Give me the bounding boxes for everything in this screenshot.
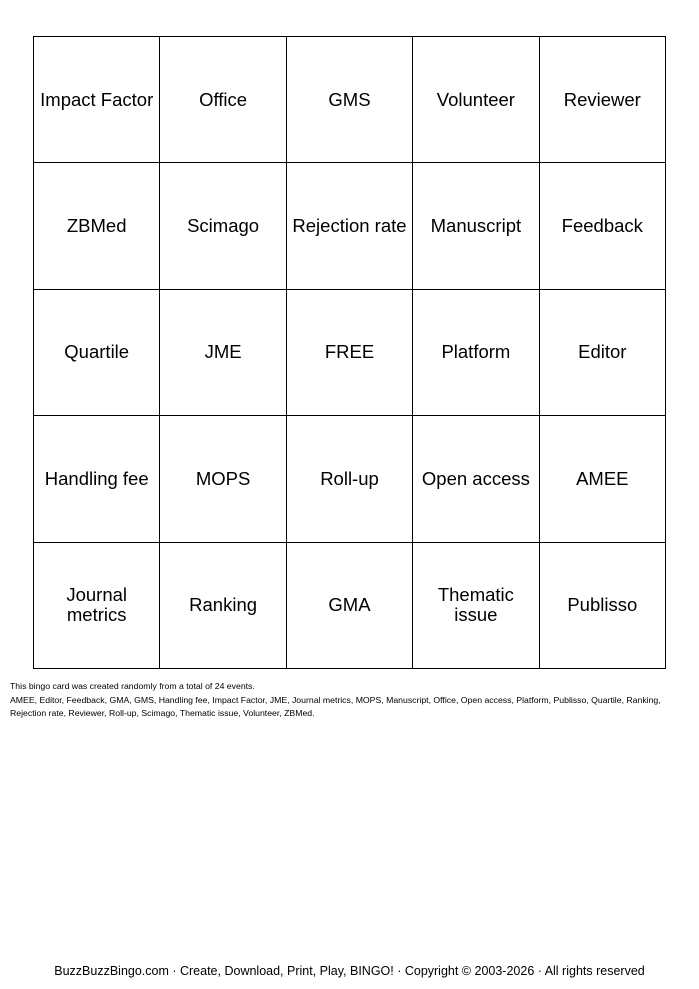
bingo-cell-r4c4: [413, 416, 539, 542]
bingo-cell-r5c4: [413, 543, 539, 669]
bingo-cell-r2c4: [413, 163, 539, 289]
bingo-cell-label: Reviewer: [563, 88, 641, 110]
bingo-cell-label: Rejection rate: [292, 215, 407, 237]
bingo-cell-r5c3: [287, 543, 413, 669]
bingo-cell-r1c4: [413, 37, 539, 163]
bingo-cell-r4c2: [160, 416, 286, 542]
bingo-cell-r3c1: [34, 290, 160, 416]
bingo-cell-r1c5: [540, 37, 666, 163]
bingo-cell-label: JME: [204, 341, 242, 363]
page-footer: BuzzBuzzBingo.com · Create, Download, Print, Play, BINGO! · Copyright © 2003-2026 · All rights reserved: [54, 964, 645, 978]
bingo-cell-r5c1: [34, 543, 160, 669]
bingo-cell-label: MOPS: [195, 467, 251, 489]
bingo-cell-label: GMA: [328, 594, 371, 616]
bingo-cell-label: Roll-up: [320, 467, 379, 489]
bingo-cell-r1c2: [160, 37, 286, 163]
bingo-cell-r4c5: [540, 416, 666, 542]
bingo-cell-r2c5: [540, 163, 666, 289]
bingo-cell-r2c1: [34, 163, 160, 289]
bingo-cell-label: Impact Factor: [40, 88, 154, 110]
bingo-cell-label: Quartile: [64, 341, 130, 363]
bingo-cell-label: Office: [199, 88, 248, 110]
bingo-cell-label: Feedback: [561, 215, 643, 237]
bingo-cell-label: Journal metrics: [66, 584, 128, 626]
bingo-cell-label: ZBMed: [66, 215, 127, 237]
bingo-cell-label: Publisso: [567, 594, 638, 616]
bingo-cell-r2c2: [160, 163, 286, 289]
bingo-cell-label: FREE: [324, 341, 375, 363]
bingo-cell-r4c1: [34, 416, 160, 542]
bingo-cell-r2c3: [287, 163, 413, 289]
bingo-cell-label: Manuscript: [430, 215, 522, 237]
bingo-cell-label: Platform: [441, 341, 511, 363]
bingo-cell-label: Thematic issue: [437, 584, 514, 626]
bingo-cell-label: Open access: [421, 467, 530, 489]
bingo-cell-label: Editor: [578, 341, 627, 363]
bingo-cell-label: Volunteer: [436, 88, 515, 110]
bingo-cell-r5c2: [160, 543, 286, 669]
bingo-cell-r1c1: [34, 37, 160, 163]
bingo-cell-r5c5: [540, 543, 666, 669]
card-info: [10, 680, 690, 721]
bingo-cell-label: Ranking: [189, 594, 258, 616]
card-info-events-list: AMEE, Editor, Feedback, GMA, GMS, Handling fee, Impact Factor, JME, Journal metrics, MOPS, Manuscript, Office, Open access, Platform, Publisso, Quartile, Ranking, Rejection rate, Reviewer, Roll-up, Scimago, Thematic issue, Volunteer, ZBMed.: [10, 694, 661, 718]
card-info-summary: This bingo card was created randomly from a total of 24 events.: [10, 681, 255, 691]
bingo-cell-r3c4: [413, 290, 539, 416]
bingo-cell-r3c3: [287, 290, 413, 416]
bingo-cell-r4c3: [287, 416, 413, 542]
bingo-cell-r1c3: [287, 37, 413, 163]
bingo-cell-label: GMS: [328, 88, 371, 110]
bingo-card-grid: [33, 36, 666, 669]
bingo-cell-label: Scimago: [187, 215, 260, 237]
bingo-cell-r3c5: [540, 290, 666, 416]
bingo-cell-label: Handling fee: [44, 467, 149, 489]
bingo-cell-label: AMEE: [576, 467, 629, 489]
bingo-cell-r3c2: [160, 290, 286, 416]
